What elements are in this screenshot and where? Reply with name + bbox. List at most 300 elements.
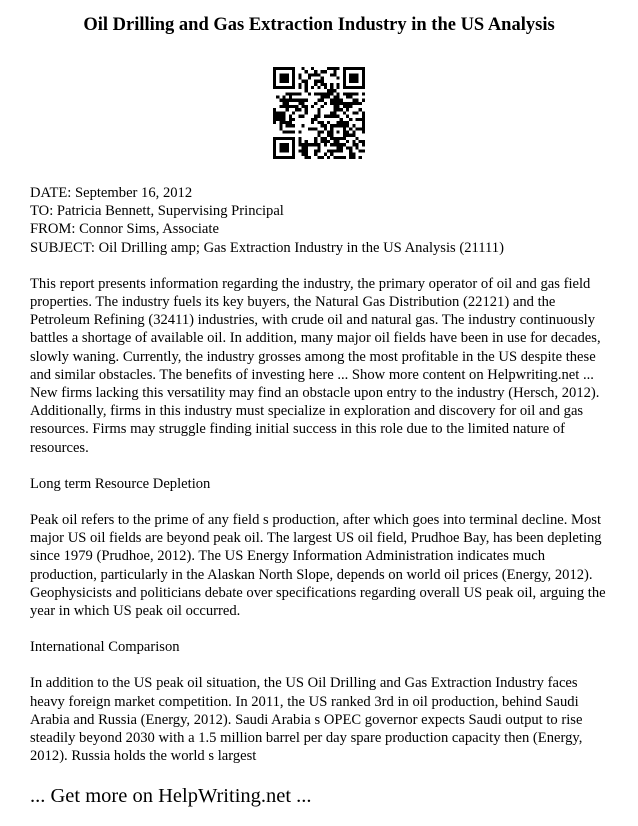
- qr-module: [308, 73, 311, 76]
- memo-to: TO: Patricia Bennett, Supervising Principal: [30, 203, 284, 220]
- qr-module: [333, 156, 336, 159]
- qr-module: [330, 149, 333, 152]
- qr-module: [330, 153, 333, 156]
- qr-module: [276, 67, 279, 70]
- qr-module: [317, 99, 320, 102]
- qr-module: [286, 67, 289, 70]
- qr-module: [336, 124, 339, 127]
- qr-module: [330, 83, 333, 86]
- qr-module: [352, 124, 355, 127]
- qr-module: [346, 108, 349, 111]
- qr-module: [295, 99, 298, 102]
- memo-header: [30, 184, 608, 257]
- qr-module: [314, 140, 317, 143]
- qr-module: [317, 146, 320, 149]
- qr-module: [333, 137, 336, 140]
- qr-module: [311, 118, 314, 121]
- qr-module: [314, 143, 317, 146]
- qr-module: [343, 124, 346, 127]
- qr-module: [330, 127, 333, 130]
- qr-module: [305, 80, 308, 83]
- qr-module: [279, 118, 282, 121]
- qr-module: [298, 149, 301, 152]
- qr-module: [346, 146, 349, 149]
- qr-module: [349, 92, 352, 95]
- qr-module: [314, 118, 317, 121]
- qr-module: [286, 121, 289, 124]
- qr-module: [340, 143, 343, 146]
- qr-module: [279, 143, 282, 146]
- qr-module: [292, 86, 295, 89]
- qr-module: [355, 102, 358, 105]
- qr-module: [330, 143, 333, 146]
- qr-module: [343, 130, 346, 133]
- qr-module: [362, 143, 365, 146]
- get-more-link[interactable]: ... Get more on HelpWriting.net ...: [30, 785, 312, 808]
- qr-module: [333, 105, 336, 108]
- qr-module: [317, 111, 320, 114]
- qr-module: [292, 143, 295, 146]
- qr-module: [273, 86, 276, 89]
- qr-module: [336, 96, 339, 99]
- qr-module: [324, 143, 327, 146]
- qr-module: [283, 105, 286, 108]
- qr-module: [292, 146, 295, 149]
- qr-module: [308, 77, 311, 80]
- qr-module: [279, 77, 282, 80]
- qr-module: [327, 156, 330, 159]
- qr-module: [283, 102, 286, 105]
- qr-module: [314, 127, 317, 130]
- qr-module: [333, 115, 336, 118]
- qr-module: [340, 124, 343, 127]
- qr-module: [343, 77, 346, 80]
- qr-module: [286, 108, 289, 111]
- qr-module: [292, 105, 295, 108]
- peak-oil-paragraph: Peak oil refers to the prime of any field s production, after which goes into terminal decline. Most major US oil fields are beyond peak oil. The largest US oil field, Prudhoe Bay, has been depleting since 1979 (Prudhoe, 2012). The US Energy Information Administration indicates much production, particularly in the Alaskan North Slope, depends on world oil prices (Energy, 2012). Geophysicists and politicians debate over specifications regarding overall US peak oil, arguing the year in which US peak oil occurred.: [30, 512, 606, 620]
- qr-module: [295, 92, 298, 95]
- qr-module: [308, 143, 311, 146]
- qr-module: [283, 96, 286, 99]
- qr-module: [276, 111, 279, 114]
- qr-module: [298, 73, 301, 76]
- qr-module: [327, 115, 330, 118]
- qr-module: [346, 124, 349, 127]
- qr-module: [317, 108, 320, 111]
- qr-module: [295, 105, 298, 108]
- qr-module: [349, 156, 352, 159]
- qr-module: [362, 73, 365, 76]
- qr-module: [362, 130, 365, 133]
- qr-module: [362, 77, 365, 80]
- qr-module: [298, 143, 301, 146]
- memo-from: FROM: Connor Sims, Associate: [30, 221, 219, 238]
- qr-module: [279, 105, 282, 108]
- qr-module: [317, 121, 320, 124]
- qr-module: [302, 105, 305, 108]
- qr-module: [305, 143, 308, 146]
- qr-module: [321, 99, 324, 102]
- qr-module: [283, 111, 286, 114]
- qr-module: [359, 118, 362, 121]
- qr-module: [324, 92, 327, 95]
- qr-module: [289, 130, 292, 133]
- qr-module: [333, 102, 336, 105]
- qr-module: [298, 130, 301, 133]
- qr-module: [343, 80, 346, 83]
- qr-module: [336, 92, 339, 95]
- qr-module: [276, 118, 279, 121]
- qr-module: [330, 102, 333, 105]
- qr-module: [273, 111, 276, 114]
- qr-module: [292, 99, 295, 102]
- qr-module: [273, 67, 276, 70]
- qr-module: [305, 140, 308, 143]
- qr-module: [362, 83, 365, 86]
- qr-module: [336, 149, 339, 152]
- qr-module: [279, 111, 282, 114]
- qr-module: [298, 92, 301, 95]
- qr-module: [336, 156, 339, 159]
- qr-module: [273, 149, 276, 152]
- qr-module: [289, 92, 292, 95]
- qr-module: [330, 73, 333, 76]
- qr-module: [286, 137, 289, 140]
- qr-module: [314, 102, 317, 105]
- qr-module: [292, 111, 295, 114]
- qr-module: [346, 92, 349, 95]
- qr-module: [305, 70, 308, 73]
- qr-module: [324, 96, 327, 99]
- qr-module: [336, 86, 339, 89]
- qr-module: [336, 140, 339, 143]
- qr-module: [289, 121, 292, 124]
- qr-module: [330, 111, 333, 114]
- qr-module: [283, 149, 286, 152]
- qr-module: [292, 118, 295, 121]
- qr-module: [349, 77, 352, 80]
- qr-module: [286, 156, 289, 159]
- qr-module: [362, 111, 365, 114]
- qr-module: [321, 121, 324, 124]
- intro-paragraph: This report presents information regarding the industry, the primary operator of oil and gas field properties. The industry fuels its key buyers, the Natural Gas Distribution (22121) and the Petroleum Refining (32411) industries, with crude oil and natural gas. The industry continuously battles a shortage of available oil. In addition, many major oil fields have been in use for decades, slowly waning. Currently, the industry grosses among the most profitable in the US despite these and similar obstacles. The benefits of investing here ... Show more content on Helpwriting.net ...: [30, 275, 601, 383]
- qr-module: [283, 80, 286, 83]
- entry-paragraph: New firms lacking this versatility may find an obstacle upon entry to the industry (Hersch, 2012). Additionally, firms in this industry must specialize in exploration and discovery for oil and gas resources. Firms may struggle finding initial success in this role due to the limited nature of resources.: [30, 385, 600, 456]
- qr-module: [305, 149, 308, 152]
- qr-module: [314, 92, 317, 95]
- qr-module: [305, 111, 308, 114]
- qr-module: [273, 137, 276, 140]
- qr-module: [330, 115, 333, 118]
- qr-module: [352, 156, 355, 159]
- qr-module: [343, 92, 346, 95]
- qr-module: [321, 70, 324, 73]
- qr-module: [292, 149, 295, 152]
- qr-module: [346, 67, 349, 70]
- qr-module: [349, 118, 352, 121]
- qr-module: [292, 73, 295, 76]
- qr-module: [298, 115, 301, 118]
- qr-module: [355, 111, 358, 114]
- qr-module: [340, 102, 343, 105]
- qr-module: [292, 130, 295, 133]
- qr-module: [327, 149, 330, 152]
- qr-module: [298, 83, 301, 86]
- qr-module: [359, 156, 362, 159]
- qr-module: [286, 102, 289, 105]
- qr-module: [333, 73, 336, 76]
- qr-module: [355, 99, 358, 102]
- qr-module: [273, 121, 276, 124]
- qr-module: [298, 108, 301, 111]
- qr-module: [317, 156, 320, 159]
- qr-module: [273, 83, 276, 86]
- qr-module: [333, 67, 336, 70]
- qr-module: [324, 115, 327, 118]
- qr-module: [333, 149, 336, 152]
- qr-module: [336, 146, 339, 149]
- qr-module: [289, 99, 292, 102]
- qr-module: [336, 105, 339, 108]
- qr-module: [308, 156, 311, 159]
- qr-module: [324, 140, 327, 143]
- qr-module: [302, 149, 305, 152]
- qr-module: [279, 146, 282, 149]
- qr-module: [321, 96, 324, 99]
- qr-module: [305, 156, 308, 159]
- qr-module: [359, 86, 362, 89]
- qr-code-container: [30, 67, 608, 159]
- qr-module: [343, 70, 346, 73]
- qr-module: [279, 80, 282, 83]
- qr-module: [283, 143, 286, 146]
- qr-module: [283, 115, 286, 118]
- qr-module: [321, 105, 324, 108]
- qr-module: [289, 86, 292, 89]
- qr-module: [305, 83, 308, 86]
- qr-module: [343, 83, 346, 86]
- qr-module: [333, 96, 336, 99]
- qr-module: [330, 99, 333, 102]
- qr-module: [302, 67, 305, 70]
- qr-module: [343, 111, 346, 114]
- qr-module: [283, 130, 286, 133]
- qr-module: [343, 86, 346, 89]
- qr-module: [279, 127, 282, 130]
- qr-module: [349, 127, 352, 130]
- qr-module: [336, 67, 339, 70]
- qr-module: [289, 67, 292, 70]
- qr-module: [346, 140, 349, 143]
- qr-module: [362, 124, 365, 127]
- qr-module: [327, 96, 330, 99]
- qr-module: [330, 130, 333, 133]
- qr-module: [279, 121, 282, 124]
- qr-module: [346, 134, 349, 137]
- qr-module: [349, 146, 352, 149]
- qr-module: [279, 67, 282, 70]
- qr-module: [273, 80, 276, 83]
- qr-module: [298, 137, 301, 140]
- qr-module: [317, 73, 320, 76]
- qr-module: [359, 127, 362, 130]
- qr-module: [327, 67, 330, 70]
- qr-module: [330, 134, 333, 137]
- qr-module: [298, 140, 301, 143]
- qr-module: [283, 77, 286, 80]
- qr-module: [273, 118, 276, 121]
- qr-module: [321, 137, 324, 140]
- qr-module: [330, 124, 333, 127]
- qr-module: [330, 89, 333, 92]
- qr-module: [355, 127, 358, 130]
- qr-module: [273, 73, 276, 76]
- qr-module: [317, 92, 320, 95]
- qr-module: [298, 102, 301, 105]
- qr-module: [343, 156, 346, 159]
- qr-module: [317, 143, 320, 146]
- qr-module: [298, 86, 301, 89]
- qr-module: [276, 156, 279, 159]
- qr-module: [343, 67, 346, 70]
- qr-module: [317, 134, 320, 137]
- qr-module: [302, 80, 305, 83]
- qr-module: [330, 92, 333, 95]
- qr-module: [302, 115, 305, 118]
- qr-module: [349, 153, 352, 156]
- qr-module: [317, 80, 320, 83]
- qr-module: [330, 137, 333, 140]
- qr-module: [340, 137, 343, 140]
- qr-module: [327, 130, 330, 133]
- qr-module: [289, 96, 292, 99]
- qr-module: [362, 115, 365, 118]
- qr-module: [359, 102, 362, 105]
- qr-module: [336, 108, 339, 111]
- qr-module: [292, 77, 295, 80]
- qr-module: [276, 96, 279, 99]
- qr-module: [340, 121, 343, 124]
- qr-module: [311, 143, 314, 146]
- qr-module: [292, 92, 295, 95]
- qr-module: [352, 77, 355, 80]
- qr-module: [302, 99, 305, 102]
- qr-module: [279, 124, 282, 127]
- section-heading-international: International Comparison: [30, 639, 180, 656]
- qr-module: [321, 77, 324, 80]
- qr-module: [324, 124, 327, 127]
- qr-module: [279, 73, 282, 76]
- qr-module: [283, 137, 286, 140]
- qr-module: [273, 115, 276, 118]
- qr-module: [327, 134, 330, 137]
- qr-module: [355, 86, 358, 89]
- qr-module: [279, 86, 282, 89]
- qr-module: [343, 121, 346, 124]
- qr-module: [283, 73, 286, 76]
- qr-module: [321, 140, 324, 143]
- qr-module: [327, 121, 330, 124]
- qr-module: [311, 86, 314, 89]
- qr-module: [333, 70, 336, 73]
- qr-module: [286, 77, 289, 80]
- qr-module: [289, 124, 292, 127]
- qr-module: [362, 118, 365, 121]
- qr-module: [355, 77, 358, 80]
- qr-module: [289, 137, 292, 140]
- qr-module: [343, 105, 346, 108]
- qr-module: [340, 108, 343, 111]
- qr-module: [333, 99, 336, 102]
- qr-module: [359, 108, 362, 111]
- qr-module: [292, 70, 295, 73]
- qr-module: [336, 83, 339, 86]
- qr-module: [317, 115, 320, 118]
- qr-module: [340, 146, 343, 149]
- qr-module: [362, 92, 365, 95]
- qr-module: [352, 130, 355, 133]
- qr-module: [359, 149, 362, 152]
- qr-module: [302, 143, 305, 146]
- qr-module: [355, 137, 358, 140]
- qr-module: [346, 115, 349, 118]
- qr-module: [279, 137, 282, 140]
- qr-module: [305, 105, 308, 108]
- qr-module: [283, 156, 286, 159]
- qr-module: [327, 140, 330, 143]
- qr-module: [324, 137, 327, 140]
- qr-module: [333, 143, 336, 146]
- qr-module: [273, 146, 276, 149]
- qr-module: [362, 99, 365, 102]
- qr-module: [352, 140, 355, 143]
- qr-module: [324, 83, 327, 86]
- qr-module: [286, 124, 289, 127]
- qr-module: [286, 149, 289, 152]
- qr-module: [314, 70, 317, 73]
- qr-module: [349, 73, 352, 76]
- qr-module: [362, 80, 365, 83]
- qr-module: [333, 89, 336, 92]
- qr-module: [346, 130, 349, 133]
- qr-module: [362, 149, 365, 152]
- qr-module: [333, 108, 336, 111]
- qr-module: [321, 80, 324, 83]
- qr-module: [289, 115, 292, 118]
- qr-module: [292, 83, 295, 86]
- qr-module: [292, 153, 295, 156]
- qr-module: [273, 108, 276, 111]
- qr-module: [336, 130, 339, 133]
- qr-module: [311, 121, 314, 124]
- qr-module: [355, 67, 358, 70]
- qr-module: [355, 143, 358, 146]
- qr-module: [324, 102, 327, 105]
- qr-module: [330, 67, 333, 70]
- qr-module: [314, 73, 317, 76]
- qr-module: [279, 156, 282, 159]
- qr-module: [302, 146, 305, 149]
- qr-module: [352, 153, 355, 156]
- qr-module: [343, 134, 346, 137]
- section-heading-depletion: Long term Resource Depletion: [30, 475, 211, 492]
- qr-module: [343, 127, 346, 130]
- qr-module: [324, 86, 327, 89]
- qr-module: [362, 121, 365, 124]
- qr-module: [359, 67, 362, 70]
- qr-module: [305, 86, 308, 89]
- qr-module: [327, 92, 330, 95]
